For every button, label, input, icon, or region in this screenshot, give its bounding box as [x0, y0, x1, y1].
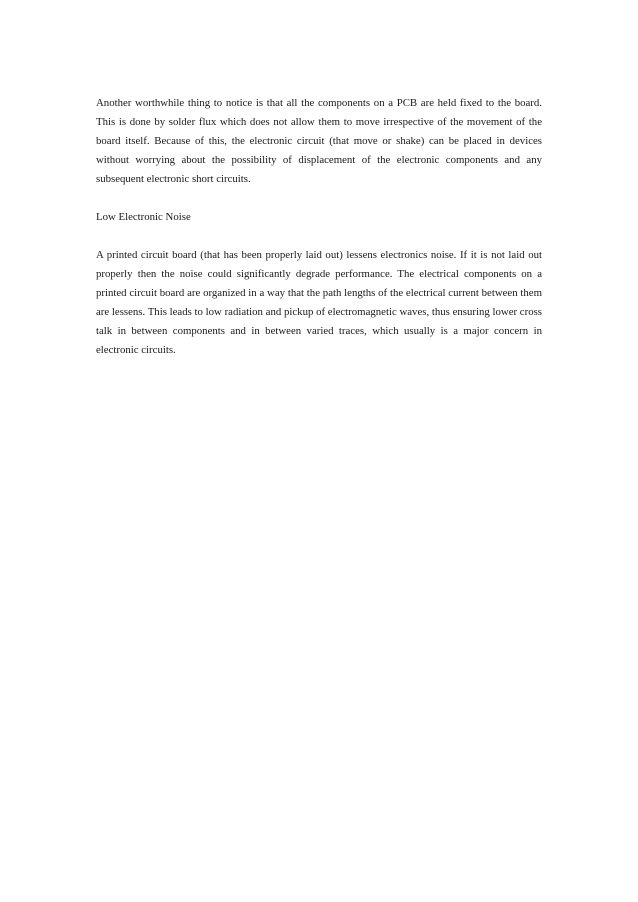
- document-body: [96, 94, 542, 360]
- section-heading-low-noise: Low Electronic Noise: [96, 211, 191, 223]
- paragraph-noise: A printed circuit board (that has been properly laid out) lessens electronics noise. If it is not laid out properly then the noise could significantly degrade performance. The electrical components on a printed circuit board are organized in a way that the path lengths of the electrical current between them are lessens. This leads to low radiation and pickup of electromagnetic waves, thus ensuring lower cross talk in between components and in between varied traces, which usually is a major concern in electronic circuits.: [96, 249, 542, 356]
- paragraph-spacer: [96, 189, 542, 208]
- paragraph-components-fixed: Another worthwhile thing to notice is that all the components on a PCB are held fixed to the board. This is done by solder flux which does not allow them to move irrespective of the movement of the board itself. Because of this, the electronic circuit (that move or shake) can be placed in devices without worrying about the possibility of displacement of the electronic components and any subsequent electronic short circuits.: [96, 97, 542, 185]
- paragraph-spacer: [96, 227, 542, 246]
